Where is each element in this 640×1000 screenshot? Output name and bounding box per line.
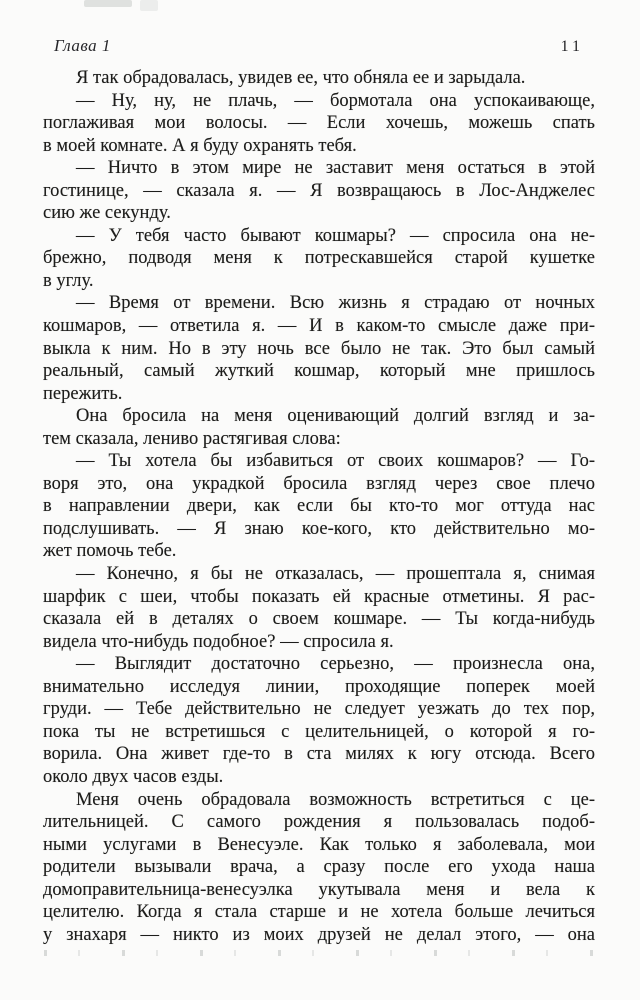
text-line: — У тебя часто бывают кошмары? — спросила она не- [76, 225, 595, 246]
clipped-next-line [44, 950, 595, 956]
text-line: в направлении двери, как если бы кто-то мог оттуда нас [43, 496, 595, 517]
text-line: воря это, она украдкой бросила взгляд через свое плечо [43, 473, 595, 494]
paragraph [43, 90, 595, 158]
text-line: в углу. [43, 270, 94, 291]
text-line: внимательно исследуя линии, проходящие поперек моей [43, 676, 595, 697]
text-line: в моей комнате. А я буду охранять тебя. [43, 135, 357, 156]
text-line: Она бросила на меня оценивающий долгий взгляд и за- [76, 406, 595, 427]
text-line: — Ты хотела бы избавиться от своих кошмаров? — Го- [76, 451, 595, 472]
text-line: пережить. [43, 383, 123, 404]
scan-artifact [140, 0, 158, 11]
text-line: целителю. Когда я стала старше и не хотела больше лечиться [43, 902, 595, 923]
text-line: жет помочь тебе. [43, 541, 177, 562]
text-line: груди. — Тебе действительно не следует уезжать до тех пор, [43, 699, 595, 720]
scan-artifact [84, 0, 132, 7]
text-line: — Время от времени. Всю жизнь я страдаю от ночных [76, 293, 595, 314]
text-line: тем сказала, лениво растягивая слова: [43, 428, 341, 449]
text-line: пока ты не встретишься с целительницей, о которой я го- [43, 721, 595, 742]
text-line: около двух часов езды. [43, 766, 224, 787]
text-line: гостинице, — сказала я. — Я возвращаюсь в Лос-Анджелес [43, 180, 595, 201]
body-text [43, 67, 595, 946]
text-line: — Ничто в этом мире не заставит меня остаться в этой [76, 158, 595, 179]
text-line: реальный, самый жуткий кошмар, который мне пришлось [43, 361, 595, 382]
chapter-label: Глава 1 [54, 36, 111, 55]
text-line: выкла к ним. Но в эту ночь все было не так. Это был самый [43, 338, 595, 359]
text-line: шарфик с шеи, чтобы показать ей красные отметины. Я рас- [43, 586, 595, 607]
text-line: подслушивать. — Я знаю кое-кого, кто действительно мо- [43, 518, 595, 539]
text-line: сию же секунду. [43, 203, 171, 224]
text-line: лительницей. С самого рождения я пользовалась подоб- [43, 812, 595, 833]
text-line: Я так обрадовалась, увидев ее, что обняла ее и зарыдала. [76, 68, 526, 88]
paragraph [43, 292, 595, 405]
paragraph [43, 225, 595, 293]
text-line: — Конечно, я бы не отказалась, — прошептала я, снимая [76, 564, 595, 585]
text-line: кошмаров, — ответила я. — И в каком-то смысле даже при- [43, 316, 595, 337]
text-line: ными услугами в Венесуэле. Как только я заболевала, мои [43, 834, 595, 855]
text-line: — Ну, ну, не плачь, — бормотала она успокаивающе, [76, 90, 595, 111]
text-line: домоправительница-венесуэлка укутывала меня и вела к [43, 879, 595, 900]
paragraph [43, 405, 595, 450]
paragraph [43, 563, 595, 653]
paragraph [43, 157, 595, 225]
text-line: родители вызывали врача, а сразу после его ухода наша [43, 857, 595, 878]
paragraph [43, 789, 595, 947]
running-head [54, 36, 584, 56]
text-line: ворила. Она живет где-то в ста милях к югу отсюда. Всего [43, 744, 595, 765]
text-line: — Выглядит достаточно серьезно, — произнесла она, [76, 654, 595, 675]
text-line: видела что-нибудь подобное? — спросила я. [43, 631, 394, 652]
text-line: поглаживая мои волосы. — Если хочешь, можешь спать [43, 113, 595, 134]
paragraph [43, 67, 595, 90]
paragraph [43, 450, 595, 563]
text-line: у знахаря — никто из моих друзей не делал этого, — она [43, 924, 595, 945]
paragraph [43, 653, 595, 788]
text-line: брежно, подводя меня к потрескавшейся старой кушетке [43, 248, 595, 269]
text-line: сказала ей в деталях о своем кошмаре. — Ты когда-нибудь [43, 609, 595, 630]
text-line: Меня очень обрадовала возможность встретиться с це- [76, 789, 595, 810]
page-number: 11 [560, 38, 584, 55]
